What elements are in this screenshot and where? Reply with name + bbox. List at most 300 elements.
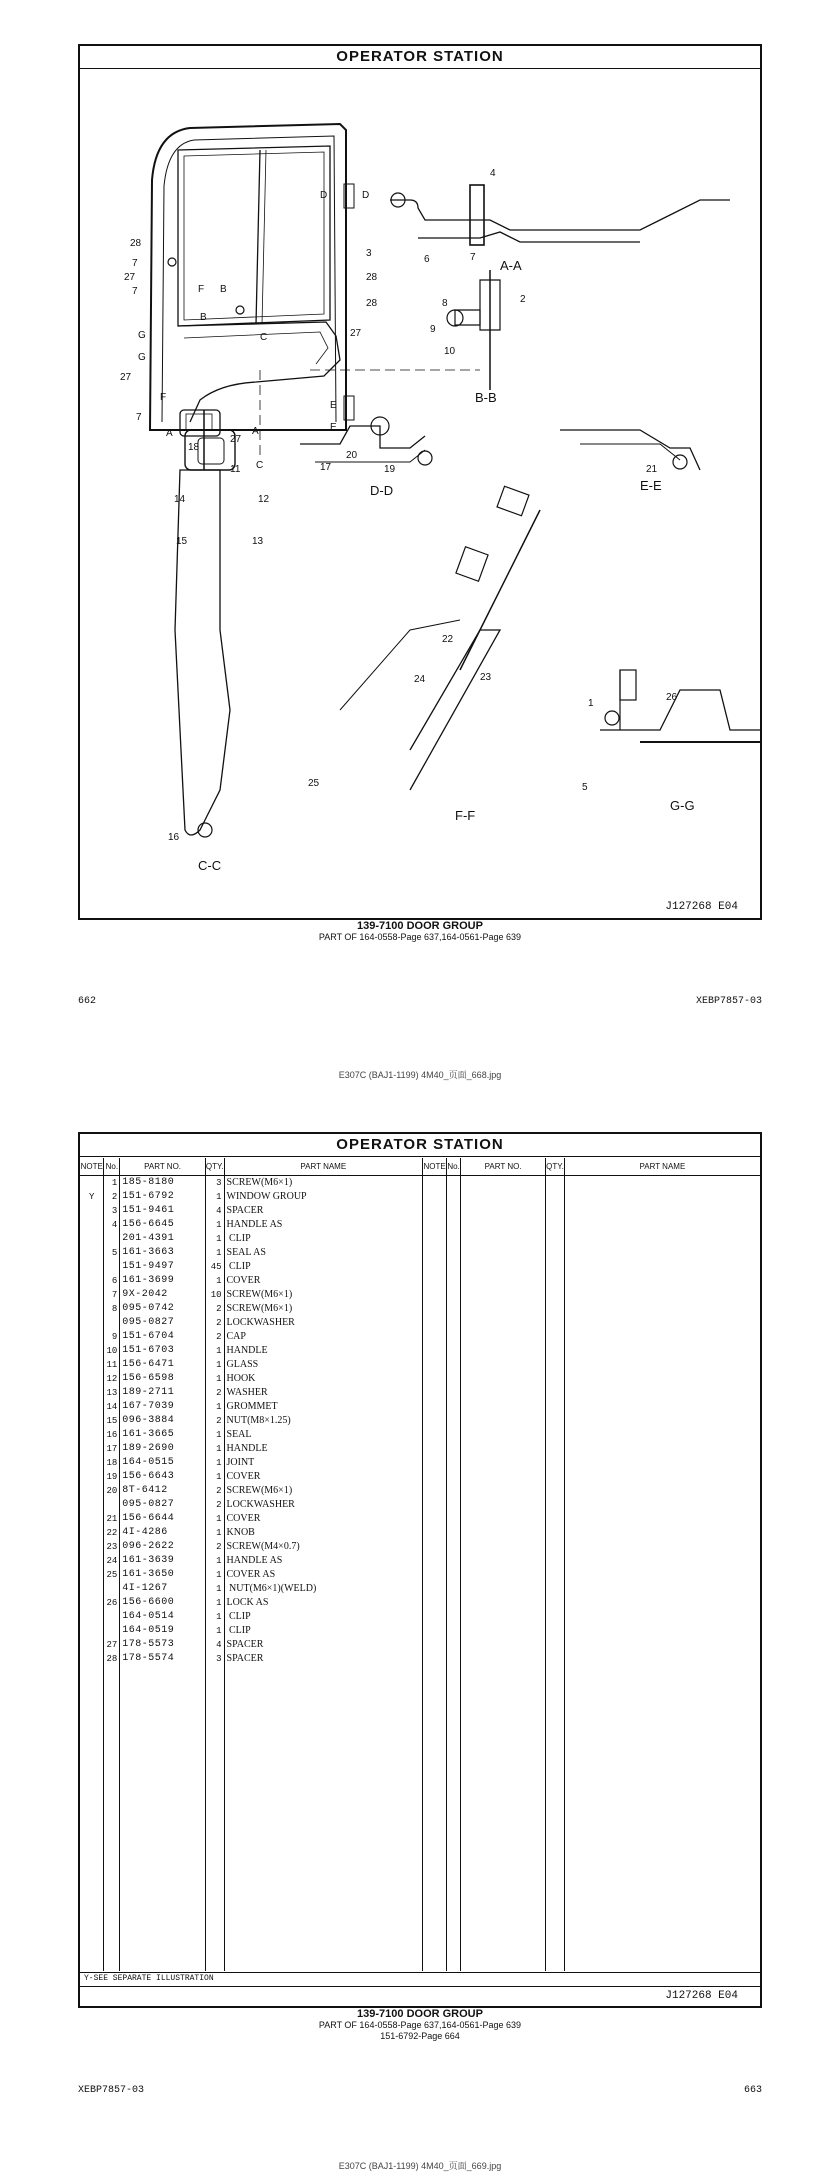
- cell-no: 18: [104, 1456, 120, 1470]
- table-row: [80, 1638, 760, 1652]
- svg-text:3: 3: [366, 248, 372, 259]
- parts-table: [80, 1158, 760, 1971]
- cell-empty: [423, 1624, 447, 1638]
- svg-text:7: 7: [136, 412, 142, 423]
- cell-empty: [564, 1568, 760, 1582]
- cell-empty: [546, 1414, 565, 1428]
- table-row: [80, 1302, 760, 1316]
- cell-empty: [423, 1456, 447, 1470]
- cell-note: [80, 1428, 104, 1442]
- cell-empty: [461, 1512, 546, 1526]
- cell-empty: [447, 1512, 461, 1526]
- cell-empty: [447, 1218, 461, 1232]
- view-f-f: [340, 486, 540, 823]
- cell-empty: [564, 1414, 760, 1428]
- cell-empty: [423, 1540, 447, 1554]
- svg-text:C: C: [260, 332, 268, 343]
- cell-empty: [423, 1470, 447, 1484]
- cell-empty: [546, 1330, 565, 1344]
- cell-empty: [546, 1428, 565, 1442]
- label-c-c: C-C: [198, 858, 222, 873]
- cell-note: [80, 1274, 104, 1288]
- cell-part-no: 164-0515: [120, 1456, 206, 1470]
- cell-no: [104, 1624, 120, 1638]
- cell-empty: [423, 1442, 447, 1456]
- cell-name: WINDOW GROUP: [224, 1190, 423, 1204]
- cell-empty: [423, 1554, 447, 1568]
- cell-empty: [423, 1512, 447, 1526]
- cell-empty: [546, 1372, 565, 1386]
- drawing-ref: J127268 E04: [665, 1990, 738, 2002]
- cell-no: 1: [104, 1176, 120, 1191]
- cell-no: [104, 1498, 120, 1512]
- cell-empty: [423, 1596, 447, 1610]
- table-row: [80, 1246, 760, 1260]
- header-no-2: No.: [447, 1158, 461, 1176]
- svg-text:13: 13: [252, 536, 264, 547]
- cell-name: KNOB: [224, 1526, 423, 1540]
- cell-note: [80, 1414, 104, 1428]
- cell-empty: [564, 1610, 760, 1624]
- cell-part-no: 185-8180: [120, 1176, 206, 1191]
- svg-text:6: 6: [424, 254, 430, 265]
- cell-empty: [423, 1638, 447, 1652]
- cell-empty: [461, 1554, 546, 1568]
- table-row: [80, 1484, 760, 1498]
- cell-qty: 1: [205, 1274, 224, 1288]
- table-row: [80, 1274, 760, 1288]
- cell-empty: [546, 1204, 565, 1218]
- svg-text:15: 15: [176, 536, 188, 547]
- cell-empty: [546, 1218, 565, 1232]
- cell-filler: [447, 1666, 461, 1971]
- svg-text:F: F: [198, 284, 205, 295]
- table-row: [80, 1498, 760, 1512]
- cell-empty: [564, 1400, 760, 1414]
- cell-empty: [461, 1610, 546, 1624]
- cell-empty: [461, 1176, 546, 1191]
- table-row: [80, 1470, 760, 1484]
- cell-note: [80, 1176, 104, 1191]
- cell-empty: [564, 1372, 760, 1386]
- cell-part-no: 156-6600: [120, 1596, 206, 1610]
- page-663: [0, 1087, 840, 2174]
- cell-part-no: 164-0514: [120, 1610, 206, 1624]
- cell-empty: [423, 1176, 447, 1191]
- cell-no: 5: [104, 1246, 120, 1260]
- cell-empty: [423, 1484, 447, 1498]
- cell-part-no: 8T-6412: [120, 1484, 206, 1498]
- cell-empty: [447, 1400, 461, 1414]
- cell-empty: [447, 1232, 461, 1246]
- cell-empty: [447, 1624, 461, 1638]
- cell-part-no: 156-6645: [120, 1218, 206, 1232]
- page-caption: [0, 2009, 840, 2042]
- cell-empty: [564, 1190, 760, 1204]
- table-row: [80, 1288, 760, 1302]
- cell-empty: [461, 1288, 546, 1302]
- svg-text:8: 8: [442, 298, 448, 309]
- cell-empty: [564, 1540, 760, 1554]
- cell-note: [80, 1400, 104, 1414]
- table-row: [80, 1358, 760, 1372]
- cell-empty: [546, 1456, 565, 1470]
- cell-name: LOCKWASHER: [224, 1498, 423, 1512]
- svg-text:A: A: [166, 428, 173, 439]
- cell-qty: 1: [205, 1624, 224, 1638]
- cell-empty: [447, 1246, 461, 1260]
- cell-part-no: 156-6643: [120, 1470, 206, 1484]
- cell-empty: [423, 1288, 447, 1302]
- svg-text:1: 1: [588, 698, 594, 709]
- cell-filler: [224, 1666, 423, 1971]
- cell-part-no: 095-0827: [120, 1498, 206, 1512]
- svg-text:23: 23: [480, 672, 492, 683]
- cell-name: LOCKWASHER: [224, 1316, 423, 1330]
- cell-note: [80, 1512, 104, 1526]
- cell-empty: [423, 1232, 447, 1246]
- cell-empty: [546, 1400, 565, 1414]
- cell-empty: [546, 1176, 565, 1191]
- cell-name: HANDLE AS: [224, 1218, 423, 1232]
- cell-empty: [564, 1344, 760, 1358]
- cell-qty: 2: [205, 1414, 224, 1428]
- cell-empty: [461, 1358, 546, 1372]
- svg-text:F: F: [160, 392, 167, 403]
- cell-name: HANDLE: [224, 1442, 423, 1456]
- cell-no: 6: [104, 1274, 120, 1288]
- cell-empty: [423, 1260, 447, 1274]
- cell-note: [80, 1652, 104, 1666]
- cell-no: 14: [104, 1400, 120, 1414]
- cell-empty: [447, 1596, 461, 1610]
- cell-empty: [423, 1190, 447, 1204]
- cell-empty: [564, 1274, 760, 1288]
- cell-note: [80, 1526, 104, 1540]
- cell-name: WASHER: [224, 1386, 423, 1400]
- label-d-d: D-D: [370, 483, 394, 498]
- svg-text:A: A: [252, 426, 259, 437]
- cell-qty: 1: [205, 1232, 224, 1246]
- page-caption: [0, 921, 840, 943]
- cell-no: 15: [104, 1414, 120, 1428]
- cell-empty: [447, 1540, 461, 1554]
- cell-filler: [461, 1666, 546, 1971]
- cell-empty: [564, 1596, 760, 1610]
- cell-qty: 1: [205, 1372, 224, 1386]
- header-qty: QTY.: [205, 1158, 224, 1176]
- cell-empty: [447, 1386, 461, 1400]
- caption-group: 139-7100 DOOR GROUP: [357, 2008, 483, 2020]
- cell-empty: [447, 1456, 461, 1470]
- cell-empty: [447, 1372, 461, 1386]
- cell-empty: [461, 1652, 546, 1666]
- cell-name: SPACER: [224, 1204, 423, 1218]
- cell-empty: [461, 1442, 546, 1456]
- cell-empty: [423, 1358, 447, 1372]
- cell-empty: [461, 1624, 546, 1638]
- cell-empty: [447, 1274, 461, 1288]
- cell-empty: [564, 1260, 760, 1274]
- cell-name: SEAL AS: [224, 1246, 423, 1260]
- cell-empty: [461, 1498, 546, 1512]
- cell-part-no: 4I-4286: [120, 1526, 206, 1540]
- cell-qty: 1: [205, 1470, 224, 1484]
- cell-part-no: 151-6792: [120, 1190, 206, 1204]
- cell-empty: [461, 1470, 546, 1484]
- cell-part-no: 164-0519: [120, 1624, 206, 1638]
- cell-empty: [461, 1428, 546, 1442]
- svg-text:25: 25: [308, 778, 320, 789]
- file-name: E307C (BAJ1-1199) 4M40_页面_669.jpg: [338, 2161, 502, 2171]
- cell-note: [80, 1554, 104, 1568]
- header-part-name: PART NAME: [224, 1158, 423, 1176]
- cell-empty: [564, 1470, 760, 1484]
- cell-empty: [423, 1218, 447, 1232]
- cell-empty: [546, 1554, 565, 1568]
- table-row: [80, 1330, 760, 1344]
- cell-empty: [564, 1442, 760, 1456]
- cell-name: SCREW(M6×1): [224, 1288, 423, 1302]
- svg-text:7: 7: [132, 258, 138, 269]
- cell-note: [80, 1540, 104, 1554]
- cell-part-no: 161-3699: [120, 1274, 206, 1288]
- table-row: [80, 1190, 760, 1204]
- svg-text:28: 28: [366, 298, 378, 309]
- svg-text:27: 27: [230, 434, 242, 445]
- caption-part-of: PART OF 164-0558-Page 637,164-0561-Page 639: [318, 2020, 522, 2030]
- svg-text:10: 10: [444, 346, 456, 357]
- cell-name: HANDLE: [224, 1344, 423, 1358]
- table-row: [80, 1400, 760, 1414]
- svg-text:9: 9: [430, 324, 436, 335]
- cell-empty: [564, 1624, 760, 1638]
- cell-empty: [564, 1316, 760, 1330]
- cell-name: COVER: [224, 1512, 423, 1526]
- cell-empty: [546, 1610, 565, 1624]
- footnote: Y-SEE SEPARATE ILLUSTRATION: [84, 1974, 214, 1983]
- label-e-e: E-E: [640, 478, 662, 493]
- cell-no: 23: [104, 1540, 120, 1554]
- cell-name: JOINT: [224, 1456, 423, 1470]
- cell-name: SPACER: [224, 1652, 423, 1666]
- view-e-e: [560, 430, 700, 493]
- cell-part-no: 189-2690: [120, 1442, 206, 1456]
- cell-no: 24: [104, 1554, 120, 1568]
- table-row: [80, 1218, 760, 1232]
- cell-qty: 45: [205, 1260, 224, 1274]
- cell-empty: [447, 1288, 461, 1302]
- cell-part-no: 178-5574: [120, 1652, 206, 1666]
- cell-empty: [546, 1358, 565, 1372]
- cell-no: [104, 1316, 120, 1330]
- table-row: [80, 1512, 760, 1526]
- cell-empty: [564, 1526, 760, 1540]
- cell-empty: [423, 1386, 447, 1400]
- cell-empty: [423, 1246, 447, 1260]
- table-row: [80, 1428, 760, 1442]
- cell-name: COVER: [224, 1470, 423, 1484]
- cell-empty: [546, 1232, 565, 1246]
- cell-name: NUT(M6×1)(WELD): [224, 1582, 423, 1596]
- cell-empty: [461, 1232, 546, 1246]
- cell-empty: [423, 1330, 447, 1344]
- cell-empty: [447, 1582, 461, 1596]
- table-row: [80, 1344, 760, 1358]
- header-note: NOTE: [80, 1158, 104, 1176]
- cell-empty: [546, 1498, 565, 1512]
- cell-no: 26: [104, 1596, 120, 1610]
- cell-no: 4: [104, 1218, 120, 1232]
- cell-empty: [461, 1372, 546, 1386]
- cell-empty: [447, 1176, 461, 1191]
- table-header: [80, 1158, 760, 1176]
- cell-qty: 1: [205, 1246, 224, 1260]
- caption-group: 139-7100 DOOR GROUP: [357, 920, 483, 932]
- page-number: 663: [743, 2085, 762, 2096]
- svg-text:4: 4: [490, 168, 496, 179]
- cell-note: [80, 1386, 104, 1400]
- table-row: [80, 1554, 760, 1568]
- file-name: E307C (BAJ1-1199) 4M40_页面_668.jpg: [338, 1070, 502, 1080]
- label-a-a: A-A: [500, 258, 522, 273]
- cell-qty: 1: [205, 1428, 224, 1442]
- cell-qty: 2: [205, 1484, 224, 1498]
- page-number: 662: [78, 996, 97, 1007]
- cell-filler: [120, 1666, 206, 1971]
- table-row: [80, 1414, 760, 1428]
- cell-empty: [564, 1330, 760, 1344]
- cell-empty: [447, 1610, 461, 1624]
- cell-name: SCREW(M4×0.7): [224, 1540, 423, 1554]
- cell-empty: [423, 1302, 447, 1316]
- cell-part-no: 4I-1267: [120, 1582, 206, 1596]
- doc-code: XEBP7857-03: [695, 996, 762, 1007]
- cell-name: GLASS: [224, 1358, 423, 1372]
- table-row: [80, 1582, 760, 1596]
- cell-empty: [423, 1568, 447, 1582]
- svg-text:D: D: [362, 190, 370, 201]
- cell-part-no: 151-6703: [120, 1344, 206, 1358]
- cell-empty: [423, 1428, 447, 1442]
- label-g-g: G-G: [670, 798, 695, 813]
- header-part-name-2: PART NAME: [564, 1158, 760, 1176]
- door-illustration: [80, 70, 760, 920]
- cell-empty: [461, 1484, 546, 1498]
- svg-text:7: 7: [470, 252, 476, 263]
- cell-empty: [546, 1582, 565, 1596]
- cell-no: [104, 1260, 120, 1274]
- cell-note: [80, 1456, 104, 1470]
- cell-empty: [461, 1330, 546, 1344]
- cell-name: NUT(M8×1.25): [224, 1414, 423, 1428]
- caption-ref: 151-6792-Page 664: [380, 2031, 460, 2041]
- cell-empty: [564, 1218, 760, 1232]
- cell-note: [80, 1358, 104, 1372]
- cell-part-no: 161-3665: [120, 1428, 206, 1442]
- cell-name: SCREW(M6×1): [224, 1302, 423, 1316]
- cell-qty: 1: [205, 1596, 224, 1610]
- cell-filler: [205, 1666, 224, 1971]
- cell-no: 3: [104, 1204, 120, 1218]
- cell-empty: [546, 1652, 565, 1666]
- parts-list-frame: [78, 1132, 762, 2008]
- cell-part-no: 156-6644: [120, 1512, 206, 1526]
- cell-empty: [564, 1204, 760, 1218]
- cell-no: 19: [104, 1470, 120, 1484]
- cell-name: SEAL: [224, 1428, 423, 1442]
- svg-text:16: 16: [168, 832, 180, 843]
- svg-text:7: 7: [132, 286, 138, 297]
- cell-part-no: 151-6704: [120, 1330, 206, 1344]
- cell-name: HOOK: [224, 1372, 423, 1386]
- cell-note: [80, 1288, 104, 1302]
- svg-text:G: G: [138, 330, 146, 341]
- cell-part-no: 156-6471: [120, 1358, 206, 1372]
- cell-name: COVER AS: [224, 1568, 423, 1582]
- table-row: [80, 1204, 760, 1218]
- cell-empty: [546, 1260, 565, 1274]
- cell-note: [80, 1442, 104, 1456]
- cell-no: 16: [104, 1428, 120, 1442]
- table-row: [80, 1372, 760, 1386]
- cell-empty: [447, 1652, 461, 1666]
- cell-empty: [423, 1414, 447, 1428]
- cell-empty: [564, 1498, 760, 1512]
- cell-no: [104, 1232, 120, 1246]
- cell-empty: [564, 1176, 760, 1191]
- table-row: [80, 1442, 760, 1456]
- cell-part-no: 156-6598: [120, 1372, 206, 1386]
- svg-text:B: B: [220, 284, 227, 295]
- cell-empty: [564, 1582, 760, 1596]
- header-part-no-2: PART NO.: [461, 1158, 546, 1176]
- cell-name: GROMMET: [224, 1400, 423, 1414]
- cell-empty: [447, 1638, 461, 1652]
- cell-part-no: 151-9497: [120, 1260, 206, 1274]
- callouts: [120, 168, 678, 843]
- cell-empty: [461, 1526, 546, 1540]
- cell-empty: [461, 1274, 546, 1288]
- drawing-ref: J127268 E04: [665, 901, 738, 913]
- svg-text:20: 20: [346, 450, 358, 461]
- cell-empty: [447, 1484, 461, 1498]
- cell-empty: [461, 1582, 546, 1596]
- cell-filler: [564, 1666, 760, 1971]
- cell-empty: [461, 1260, 546, 1274]
- cell-note: [80, 1232, 104, 1246]
- cell-empty: [546, 1512, 565, 1526]
- cell-empty: [461, 1218, 546, 1232]
- cell-empty: [423, 1204, 447, 1218]
- table-row: [80, 1456, 760, 1470]
- table-row: [80, 1232, 760, 1246]
- cell-qty: 1: [205, 1610, 224, 1624]
- cell-empty: [447, 1316, 461, 1330]
- cell-filler: [80, 1666, 104, 1971]
- cell-empty: [564, 1652, 760, 1666]
- svg-text:G: G: [138, 352, 146, 363]
- cell-note: [80, 1302, 104, 1316]
- cell-note: [80, 1218, 104, 1232]
- cell-name: CLIP: [224, 1260, 423, 1274]
- illustration-frame: [78, 44, 762, 920]
- cell-name: SCREW(M6×1): [224, 1484, 423, 1498]
- cell-part-no: 095-0742: [120, 1302, 206, 1316]
- cell-empty: [461, 1568, 546, 1582]
- cell-empty: [461, 1596, 546, 1610]
- cell-empty: [564, 1302, 760, 1316]
